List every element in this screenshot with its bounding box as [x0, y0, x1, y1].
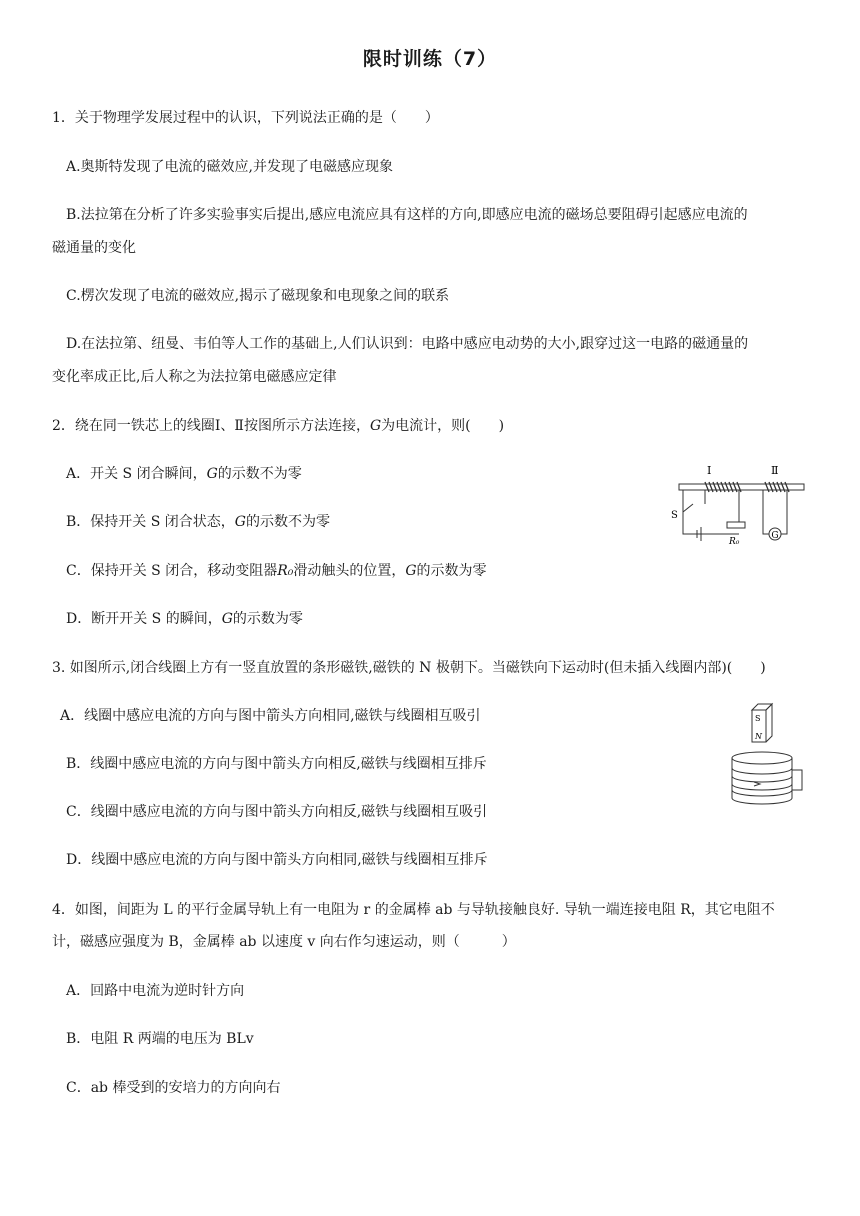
q1-option-a: A.奥斯特发现了电流的磁效应,并发现了电磁感应现象: [66, 159, 394, 175]
q4-stem-cont: 计，磁感应强度为 B，金属棒 ab 以速度 v 向右作匀速运动，则（ ）: [52, 934, 516, 950]
fig-resistor-label: R₀: [729, 537, 740, 547]
magnet-s-label: S: [755, 714, 761, 723]
q2-option-d: D．断开开关 S 的瞬间，G的示数为零: [66, 611, 303, 627]
q4-option-b: B．电阻 R 两端的电压为 BLv: [66, 1031, 254, 1047]
q3-option-d: D．线圈中感应电流的方向与图中箭头方向相同,磁铁与线圈相互排斥: [66, 852, 488, 868]
q1-option-d-cont: 变化率成正比,后人称之为法拉第电磁感应定律: [52, 369, 337, 385]
q3-option-a: A．线圈中感应电流的方向与图中箭头方向相同,磁铁与线圈相互吸引: [60, 708, 481, 724]
q1-option-c: C.楞次发现了电流的磁效应,揭示了磁现象和电现象之间的联系: [66, 288, 450, 304]
q2-circuit-figure: [665, 464, 815, 550]
q3-option-b: B．线圈中感应电流的方向与图中箭头方向相反,磁铁与线圈相互排斥: [66, 756, 487, 772]
q2-option-a: A．开关 S 闭合瞬间，G的示数不为零: [66, 466, 302, 482]
q1-option-d: D.在法拉第、纽曼、韦伯等人工作的基础上,人们认识到：电路中感应电动势的大小,跟穿过这一电路的磁通量的: [66, 336, 749, 352]
fig-coil2-label: Ⅱ: [771, 464, 779, 477]
q4-option-c: C．ab 棒受到的安培力的方向向右: [66, 1080, 281, 1096]
q3-magnet-coil-figure: [724, 700, 814, 810]
q1-stem: 1．关于物理学发展过程中的认识，下列说法正确的是（ ）: [52, 110, 439, 126]
fig-coil1-label: Ⅰ: [707, 464, 712, 477]
q3-option-c: C．线圈中感应电流的方向与图中箭头方向相反,磁铁与线圈相互吸引: [66, 804, 488, 820]
q3-stem: 3. 如图所示,闭合线圈上方有一竖直放置的条形磁铁,磁铁的 N 极朝下。当磁铁向下运动时(但未插入线圈内部)( ): [52, 660, 766, 676]
page-title: 限时训练（7）: [362, 48, 498, 70]
magnet-n-label: N: [755, 732, 762, 741]
q2-stem: 2．绕在同一铁芯上的线圈Ⅰ、Ⅱ按图所示方法连接，G为电流计，则( ): [52, 418, 505, 434]
q2-option-b: B．保持开关 S 闭合状态，G的示数不为零: [66, 514, 330, 530]
fig-switch-label: S: [671, 510, 678, 521]
fig-meter-label: G: [771, 531, 779, 541]
q4-option-a: A．回路中电流为逆时针方向: [66, 983, 245, 999]
q4-stem: 4．如图，间距为 L 的平行金属导轨上有一电阻为 r 的金属棒 ab 与导轨接触良好. 导轨一端连接电阻 R，其它电阻不: [52, 902, 775, 918]
q1-option-b-cont: 磁通量的变化: [52, 240, 136, 256]
q2-option-c: C．保持开关 S 闭合，移动变阻器R₀滑动触头的位置，G的示数为零: [66, 563, 487, 579]
q1-option-b: B.法拉第在分析了许多实验事实后提出,感应电流应具有这样的方向,即感应电流的磁场总要阻碍引起感应电流的: [66, 207, 748, 223]
